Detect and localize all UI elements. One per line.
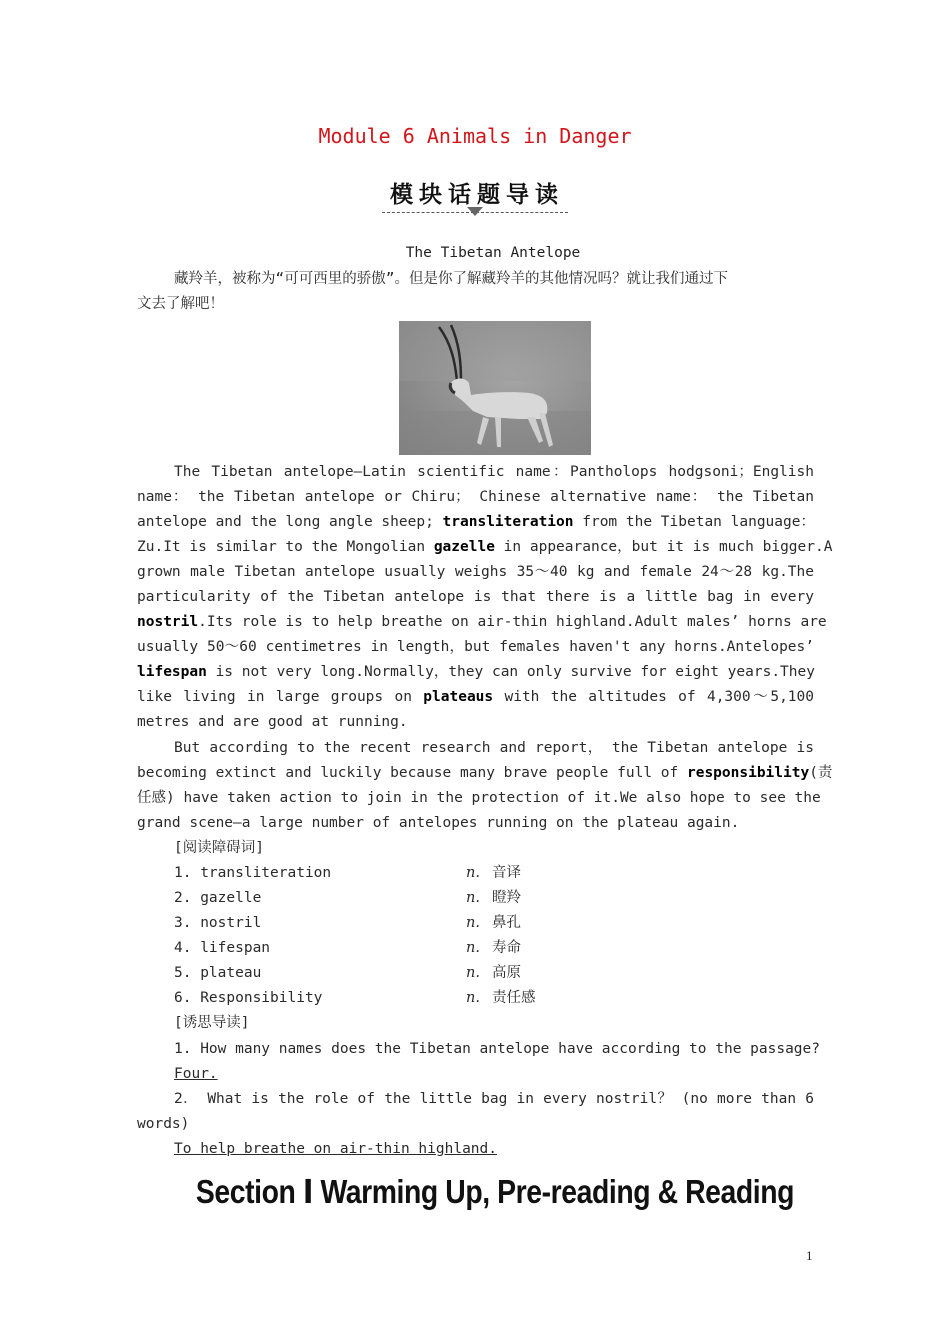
text-segment: like living in large groups on — [137, 689, 412, 705]
glossary-meaning: 高原 — [492, 965, 521, 981]
paragraph-line — [137, 660, 814, 685]
glossary-meaning: 寿命 — [492, 940, 521, 956]
section-heading: Section Ⅰ Warming Up, Pre-reading & Reading — [195, 1173, 795, 1210]
glossary-word: 6. Responsibility — [174, 990, 323, 1006]
paragraph-line: metres and are good at running. — [137, 714, 408, 730]
glossary-pos: n. — [466, 865, 480, 881]
question-1: 1. How many names does the Tibetan antelope have according to the passage? — [174, 1041, 821, 1057]
keyword-plateaus: plateaus — [423, 689, 494, 705]
keyword-nostril: nostril — [137, 614, 199, 630]
answer-1: Four. — [174, 1066, 218, 1082]
text-segment: .Its role is to help breathe on air-thin highland.Adult males’ horns are — [198, 614, 827, 630]
text-segment: from the Tibetan language： — [582, 514, 815, 530]
antelope-photo — [399, 321, 591, 455]
paragraph-line: usually 50～60 centimetres in length，but females haven't any horns.Antelopes’ — [137, 639, 814, 655]
module-title: Module 6 Animals in Danger — [318, 124, 632, 148]
paragraph-line — [137, 685, 814, 710]
heading-arrow-icon — [467, 207, 483, 216]
glossary-meaning: 瞪羚 — [492, 890, 521, 906]
keyword-responsibility: responsibility — [686, 765, 810, 781]
glossary-pos: n. — [466, 990, 480, 1006]
glossary-meaning: 音译 — [492, 865, 521, 881]
glossary-meaning: 责任感 — [492, 990, 536, 1006]
glossary-word: 3. nostril — [174, 915, 262, 931]
text-segment: becoming extinct and luckily because many brave people full of — [137, 765, 679, 781]
intro-line: 藏羚羊，被称为“可可西里的骄傲”。但是你了解藏羚羊的其他情况吗？就让我们通过下 — [174, 271, 728, 287]
glossary-meaning: 鼻孔 — [492, 915, 521, 931]
question-2: 2． What is the role of the little bag in every nostril？ (no more than 6 — [174, 1091, 814, 1107]
paragraph-line: The Tibetan antelope—Latin scientific name：Pantholops hodgsoni；English — [174, 464, 814, 480]
text-segment: Zu.It is similar to the Mongolian — [137, 539, 426, 555]
paragraph-line: grand scene—a large number of antelopes running on the plateau again. — [137, 815, 740, 831]
passage-title: The Tibetan Antelope — [405, 245, 581, 261]
glossary-word: 4. lifespan — [174, 940, 271, 956]
text-segment: (责 — [809, 765, 833, 781]
paragraph-line: name： the Tibetan antelope or Chiru； Chinese alternative name： the Tibetan — [137, 489, 814, 505]
paragraph-line — [137, 761, 833, 786]
glossary-heading: [阅读障碍词] — [174, 840, 264, 856]
questions-heading: [诱思导读] — [174, 1015, 250, 1031]
glossary-pos: n. — [466, 940, 480, 956]
antelope-illustration — [399, 321, 591, 455]
keyword-lifespan: lifespan — [137, 664, 207, 680]
page-number: 1 — [806, 1248, 813, 1263]
paragraph-line: grown male Tibetan antelope usually weighs 35～40 kg and female 24～28 kg.The — [137, 564, 814, 580]
text-segment: antelope and the long angle sheep; — [137, 514, 434, 530]
glossary-pos: n. — [466, 915, 480, 931]
paragraph-line: particularity of the Tibetan antelope is that there is a little bag in every — [137, 589, 814, 605]
glossary-pos: n. — [466, 965, 480, 981]
question-2-continued: words) — [137, 1116, 190, 1132]
glossary-word: 2. gazelle — [174, 890, 262, 906]
text-segment: in appearance，but it is much bigger.A — [503, 539, 833, 555]
glossary-pos: n. — [466, 890, 480, 906]
paragraph-line: But according to the recent research and report， the Tibetan antelope is — [174, 740, 814, 756]
glossary-word: 5. plateau — [174, 965, 262, 981]
keyword-transliteration: transliteration — [442, 514, 574, 530]
keyword-gazelle: gazelle — [433, 539, 495, 555]
glossary-word: 1. transliteration — [174, 865, 332, 881]
text-segment: is not very long.Normally，they can only survive for eight years.They — [215, 664, 815, 680]
topic-heading-text: 模块话题导读 — [382, 176, 568, 213]
paragraph-line: 任感) have taken action to join in the protection of it.We also hope to see the — [137, 790, 821, 806]
intro-line: 文去了解吧！ — [137, 296, 224, 312]
paragraph-line — [137, 610, 827, 635]
text-segment: with the altitudes of 4,300～5,100 — [504, 689, 814, 705]
paragraph-line — [137, 535, 833, 560]
paragraph-line — [137, 510, 814, 535]
answer-2: To help breathe on air-thin highland. — [174, 1141, 498, 1157]
